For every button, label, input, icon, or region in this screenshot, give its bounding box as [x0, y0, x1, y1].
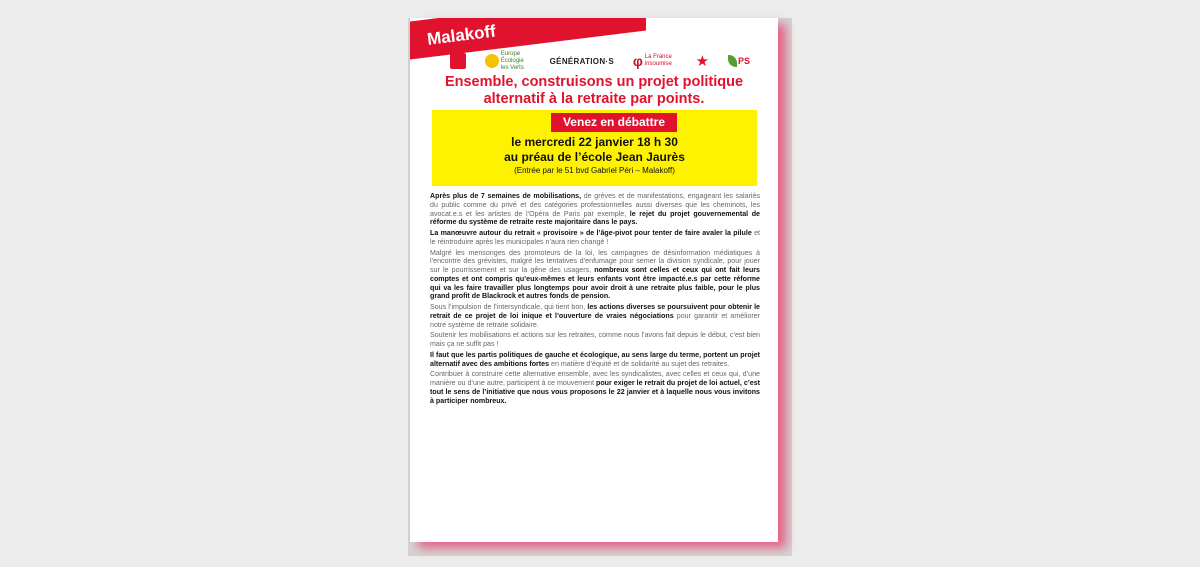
- p6-text-1: en matière d’équité et de solidarité au sujet des retraites.: [549, 359, 730, 368]
- star-logo: [695, 52, 710, 70]
- party-logos: [450, 50, 750, 72]
- paragraph-1: [430, 192, 760, 227]
- p3-text-1: Malgré les mensonges des promoteurs de la loi, les campagnes de désinformation médiatiques à l’encontre des grévistes, malgré les tentatives d’enfumage pour semer la division syndicale, pour jouer sur le pourrissement et sur la gêne des usagers,: [430, 248, 760, 274]
- ps-logo-text: PS: [737, 55, 750, 66]
- p3-bold-1: nombreux sont celles et ceux qui ont fait leurs comptes et ont compris qu’eux-mêmes et leurs enfants vont être impacté.e.s par cette réforme qui va les faire travailler plus longtemps pour avoir droit à une retraite plus faible, pour le plus grand profit de Blackrock et autres fonds de pension.: [430, 266, 760, 301]
- paragraph-7: [430, 370, 760, 405]
- paragraph-3: [430, 249, 760, 302]
- star-icon: ★: [695, 52, 710, 70]
- paragraph-4: [430, 303, 760, 329]
- p4-text-2: pour garantir et améliorer notre système de retraite solidaire.: [430, 311, 760, 329]
- cta-badge: Venez en débattre: [551, 113, 677, 132]
- p6-bold-1: Il faut que les partis politiques de gauche et écologique, au sens large du terme, portent un projet alternatif avec des ambitions fortes: [430, 350, 760, 368]
- p4-text-1: Sous l’impulsion de l’intersyndicale, qui tient bon,: [430, 303, 588, 311]
- p7-text-1: Contribuer à construire cette alternative ensemble, avec les syndicalistes, avec celles et ceux qui, d’une manière ou d’une autre, participent à ce mouvement: [430, 370, 760, 387]
- town-banner-label: Malakoff: [426, 21, 497, 49]
- paragraph-5: [430, 331, 760, 349]
- event-place: au préau de l’école Jean Jaurès: [504, 150, 685, 164]
- flyer: [410, 18, 778, 542]
- body-text: [430, 192, 760, 407]
- p1-bold-1: Après plus de 7 semaines de mobilisations,: [430, 192, 582, 200]
- headline-line-1: Ensemble, construisons un projet politique: [444, 74, 744, 90]
- p5-text-1: Soutenir les mobilisations et actions sur les retraites, comme nous l’avons fait depuis le début, c’est bien mais ça ne suffit pas !: [430, 331, 760, 348]
- paragraph-2: [430, 229, 760, 247]
- lfi-logo: [633, 54, 677, 68]
- ps-logo: [728, 55, 750, 67]
- leaf-icon: [728, 55, 737, 67]
- headline: [410, 74, 778, 108]
- sun-icon: [485, 54, 499, 68]
- lfi-logo-text: La France insoumise: [644, 54, 672, 67]
- pcf-logo: [450, 53, 466, 69]
- p4-bold-1: les actions diverses se poursuivent pour obtenir le retrait de ce projet de loi inique et l’ouverture de vraies négociations: [430, 303, 761, 320]
- event-date: le mercredi 22 janvier 18 h 30: [511, 135, 678, 149]
- p2-bold-1: La manœuvre autour du retrait « provisoire » de l’âge-pivot pour tenter de faire avaler la pilule: [430, 229, 752, 237]
- p2-text-1: et le réintroduire après les municipales n’aura rien changé !: [430, 229, 760, 246]
- ecologie-logo: [485, 51, 531, 72]
- headline-line-2: alternatif à la retraite par points.: [483, 91, 705, 107]
- p1-bold-2: le rejet du projet gouvernemental de réforme du système de retraite reste majoritaire dans le pays.: [430, 209, 760, 227]
- p7-bold-1: pour exiger le retrait du projet de loi actuel, c’est tout le sens de l’initiative que nous vous proposons le 22 janvier et à laquelle nous vous invitons à participer nombreux.: [430, 379, 761, 405]
- generations-logo: GÉNÉRATION·S: [549, 56, 614, 66]
- phi-icon: φ: [632, 52, 643, 69]
- paragraph-6: [430, 351, 760, 369]
- event-box: [432, 110, 757, 186]
- ecologie-logo-text: Europe Écologie les Verts: [500, 50, 524, 71]
- p1-text-1: de grèves et de manifestations, engageant les salariés du public comme du privé et des catégories professionnelles aussi diverses que les cheminots, les avocat.e.s et les artistes de l’Opéra de Paris par exemple,: [430, 192, 760, 218]
- event-entry: (Entrée par le 51 bvd Gabriel Péri – Malakoff): [514, 166, 675, 175]
